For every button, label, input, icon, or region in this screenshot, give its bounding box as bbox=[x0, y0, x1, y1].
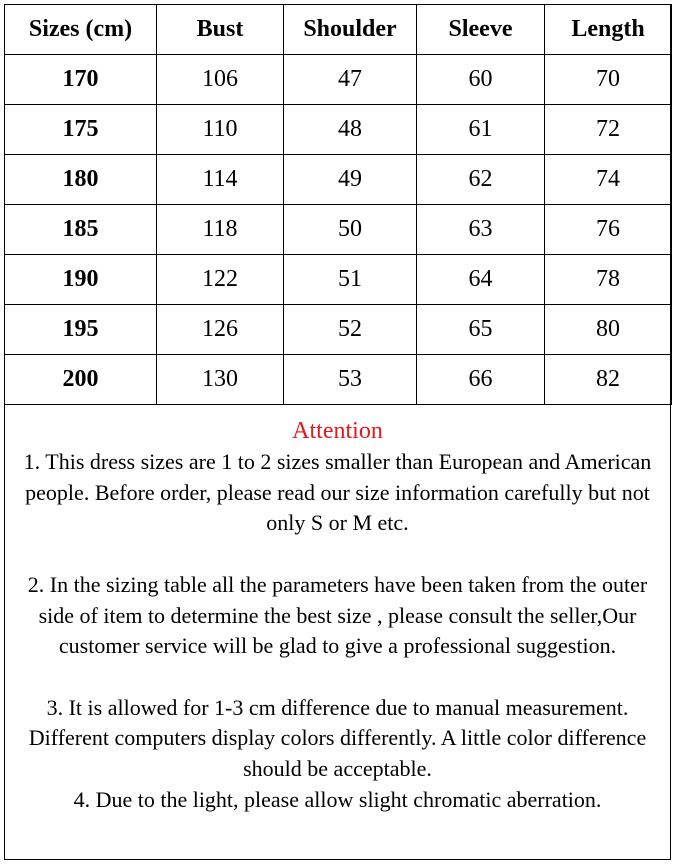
bust-cell: 106 bbox=[157, 55, 284, 105]
shoulder-cell: 51 bbox=[284, 255, 417, 305]
header-row bbox=[5, 5, 672, 55]
sleeve-cell: 61 bbox=[417, 105, 545, 155]
sleeve-cell: 60 bbox=[417, 55, 545, 105]
shoulder-cell: 50 bbox=[284, 205, 417, 255]
table-row bbox=[5, 255, 672, 305]
length-cell: 78 bbox=[545, 255, 672, 305]
bust-cell: 130 bbox=[157, 355, 284, 405]
bust-cell: 110 bbox=[157, 105, 284, 155]
shoulder-cell: 49 bbox=[284, 155, 417, 205]
table-row bbox=[5, 305, 672, 355]
sleeve-cell: 64 bbox=[417, 255, 545, 305]
length-cell: 76 bbox=[545, 205, 672, 255]
header-sizes: Sizes (cm) bbox=[5, 5, 157, 55]
note-item-2: 2. In the sizing table all the parameters have been taken from the outer side of item to determine the best size , please consult the seller,Our customer service will be glad to give a professional suggestion. bbox=[27, 571, 648, 659]
length-cell: 80 bbox=[545, 305, 672, 355]
size-cell: 170 bbox=[5, 55, 157, 105]
length-cell: 70 bbox=[545, 55, 672, 105]
length-cell: 72 bbox=[545, 105, 672, 155]
size-cell: 175 bbox=[5, 105, 157, 155]
table-row bbox=[5, 55, 672, 105]
bust-cell: 122 bbox=[157, 255, 284, 305]
table-row bbox=[5, 105, 672, 155]
size-cell: 180 bbox=[5, 155, 157, 205]
bust-cell: 118 bbox=[157, 205, 284, 255]
sleeve-cell: 66 bbox=[417, 355, 545, 405]
size-cell: 190 bbox=[5, 255, 157, 305]
table-row bbox=[5, 355, 672, 405]
length-cell: 74 bbox=[545, 155, 672, 205]
header-bust: Bust bbox=[157, 5, 284, 55]
size-table bbox=[4, 4, 672, 405]
attention-title: Attention bbox=[292, 418, 383, 444]
size-cell: 195 bbox=[5, 305, 157, 355]
note-item-1: 1. This dress sizes are 1 to 2 sizes smaller than European and American people. Before order, please read our size information carefully but not only S or M etc. bbox=[23, 449, 652, 536]
shoulder-cell: 52 bbox=[284, 305, 417, 355]
shoulder-cell: 53 bbox=[284, 355, 417, 405]
note-item-3: 3. It is allowed for 1-3 cm difference due to manual measurement. Different computers display colors differently. A little color difference should be acceptable. bbox=[28, 694, 647, 781]
bust-cell: 126 bbox=[157, 305, 284, 355]
size-cell: 200 bbox=[5, 355, 157, 405]
length-cell: 82 bbox=[545, 355, 672, 405]
bust-cell: 114 bbox=[157, 155, 284, 205]
table-row bbox=[5, 205, 672, 255]
size-cell: 185 bbox=[5, 205, 157, 255]
note-item-4: 4. Due to the light, please allow slight chromatic aberration. bbox=[73, 786, 602, 812]
note-spacer bbox=[5, 539, 670, 570]
shoulder-cell: 47 bbox=[284, 55, 417, 105]
sleeve-cell: 63 bbox=[417, 205, 545, 255]
note-spacer bbox=[5, 662, 670, 693]
shoulder-cell: 48 bbox=[284, 105, 417, 155]
header-shoulder: Shoulder bbox=[284, 5, 417, 55]
sleeve-cell: 62 bbox=[417, 155, 545, 205]
table-row bbox=[5, 155, 672, 205]
header-sleeve: Sleeve bbox=[417, 5, 545, 55]
attention-notes bbox=[5, 413, 670, 815]
sleeve-cell: 65 bbox=[417, 305, 545, 355]
header-length: Length bbox=[545, 5, 672, 55]
